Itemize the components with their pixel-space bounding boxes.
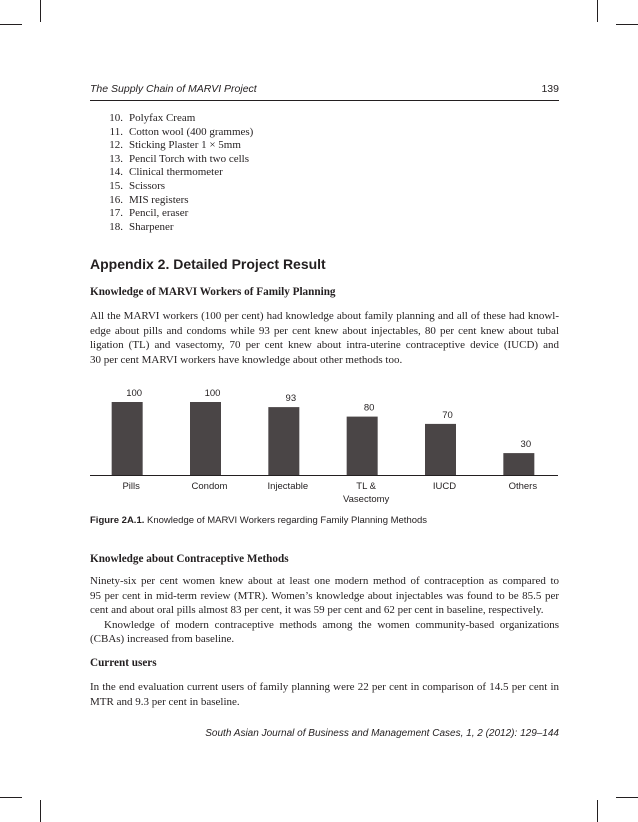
chart-bar [425, 424, 456, 475]
chart-bar [503, 453, 534, 475]
chart-data-label: 80 [363, 402, 375, 414]
contraceptive-paragraph [90, 574, 559, 647]
chart-data-label: 93 [285, 393, 297, 405]
supply-list [99, 112, 253, 234]
list-item [99, 139, 253, 153]
chart-category-label: IUCD [432, 481, 457, 492]
crop-mark-bottom-right-h [616, 797, 638, 798]
list-item-text: MIS registers [129, 193, 189, 206]
knowledge-fp-paragraph [90, 309, 559, 367]
chart-data-label: 100 [204, 388, 221, 399]
chart-bar [190, 402, 221, 475]
paragraph-line: Ninety-six per cent women knew about at least one modern method of contraception as compared to [90, 575, 559, 587]
paragraph-line: 95 per cent in mid-term review (MTR). Women’s knowledge about injectables was found to be 85.5 per [90, 589, 559, 602]
journal-citation: South Asian Journal of Business and Management Cases, 1, 2 (2012): 129–144 [205, 728, 559, 739]
chart-category-label: Injectable [267, 481, 309, 492]
paragraph-line: (CBAs) increased from baseline. [90, 633, 235, 646]
list-item-number: 13. [109, 152, 123, 165]
list-item-text: Clinical thermometer [129, 166, 223, 179]
list-item-text: Scissors [129, 179, 166, 192]
paragraph-line: 30 per cent MARVI workers have knowledge about other methods too. [90, 353, 403, 366]
list-item-text: Polyfax Cream [129, 112, 196, 124]
crop-mark-top-right-v [597, 0, 598, 22]
running-title: The Supply Chain of MARVI Project [90, 83, 257, 95]
current-users-heading: Current users [90, 657, 157, 669]
list-item-text: Sharpener [129, 220, 174, 233]
paragraph-line: edge about pills and condoms while 93 per cent knew about injectables, 80 per cent knew about tubal [90, 324, 559, 337]
chart-category-label: TL & Vasectomy [343, 481, 390, 505]
chart-data-label: 100 [126, 388, 143, 399]
list-item [99, 180, 253, 194]
paragraph-line: MTR and 9.3 per cent in baseline. [90, 695, 240, 708]
list-item [99, 166, 253, 180]
current-users-paragraph [90, 680, 559, 709]
paragraph-line: ligation (TL) and vasectomy, 70 per cent knew about intra-uterine contraceptive device (IUCD) and [90, 339, 559, 352]
chart-category-label: Condom [191, 481, 228, 492]
list-item-text: Sticking Plaster 1 × 5mm [129, 139, 241, 152]
crop-mark-bottom-left-v [40, 800, 41, 822]
running-head [90, 83, 559, 99]
list-item [99, 153, 253, 167]
list-item-number: 14. [109, 166, 123, 179]
list-item-text: Cotton wool (400 grammes) [129, 125, 254, 138]
list-item-number: 17. [109, 207, 123, 220]
list-item [99, 194, 253, 208]
list-item-text: Pencil, eraser [129, 207, 189, 220]
list-item [99, 221, 253, 235]
knowledge-fp-heading: Knowledge of MARVI Workers of Family Planning [90, 286, 336, 298]
list-item-number: 12. [109, 139, 123, 152]
chart-data-label: 30 [520, 439, 532, 451]
list-item [99, 112, 253, 126]
crop-mark-bottom-right-v [597, 800, 598, 822]
contraceptive-heading: Knowledge about Contraceptive Methods [90, 553, 289, 565]
header-rule [90, 100, 559, 101]
chart-bar [112, 402, 143, 475]
list-item [99, 207, 253, 221]
crop-mark-top-left-v [40, 0, 41, 22]
appendix-title: Appendix 2. Detailed Project Result [90, 256, 326, 272]
chart-bar [268, 407, 299, 475]
chart-category-label: Pills [122, 481, 140, 492]
page-number: 139 [541, 83, 559, 95]
chart-data-label: 70 [442, 409, 453, 421]
crop-mark-top-right-h [616, 24, 638, 25]
paragraph-line: cent and about oral pills almost 83 per cent, it was 59 per cent and 62 per cent in baseline, respectively. [90, 604, 544, 617]
figure-caption-text: Knowledge of MARVI Workers regarding Family Planning Methods [147, 515, 428, 526]
list-item-number: 10. [109, 112, 123, 124]
paragraph-line: Knowledge of modern contraceptive methods among the women community-based organizations [104, 618, 559, 631]
list-item [99, 126, 253, 140]
chart-bar [347, 417, 378, 475]
list-item-text: Pencil Torch with two cells [129, 152, 250, 165]
figure-caption [90, 515, 427, 526]
list-item-number: 11. [109, 125, 123, 138]
list-item-number: 18. [109, 220, 123, 233]
paragraph-line: In the end evaluation current users of family planning were 22 per cent in comparison of 14.5 per cent in [90, 681, 559, 693]
paragraph-line: All the MARVI workers (100 per cent) had knowledge about family planning and all of these had knowl- [90, 310, 559, 322]
figure-caption-label: Figure 2A.1. [90, 515, 145, 526]
family-planning-bar-chart [90, 382, 560, 507]
list-item-number: 15. [109, 179, 123, 192]
list-item-number: 16. [109, 193, 123, 206]
chart-category-label: Others [508, 481, 538, 492]
crop-mark-top-left-h [0, 24, 22, 25]
crop-mark-bottom-left-h [0, 797, 22, 798]
